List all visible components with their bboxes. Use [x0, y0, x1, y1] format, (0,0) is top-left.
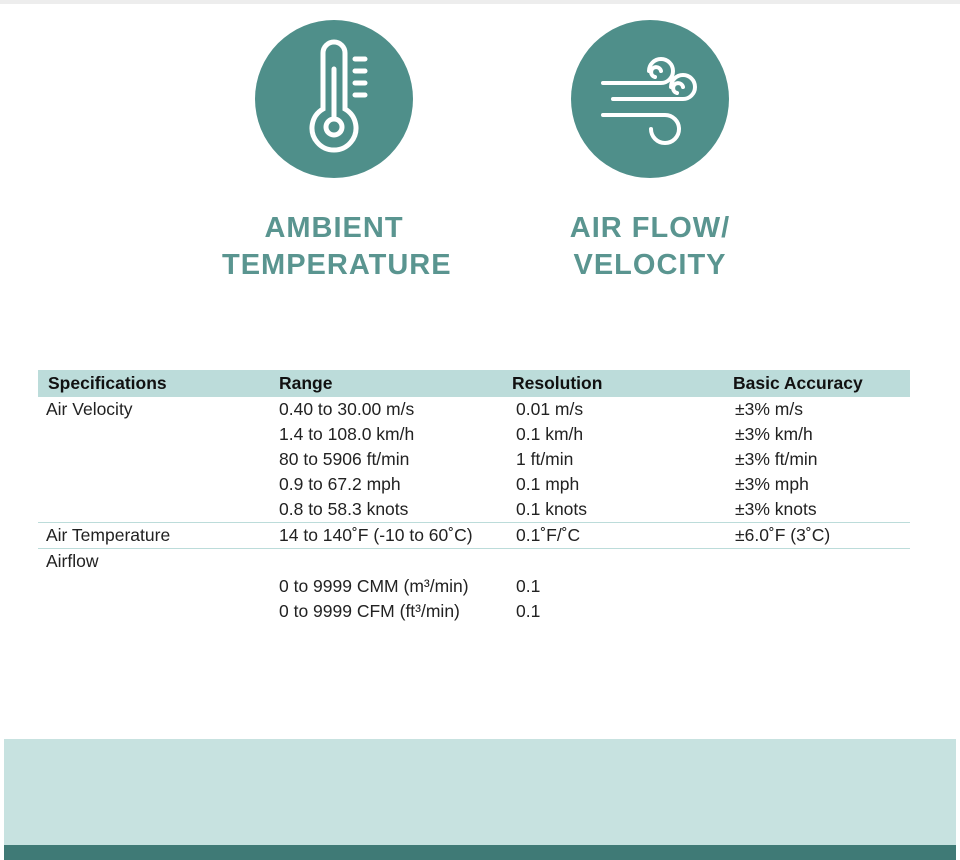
spec-label: Air Temperature: [38, 523, 279, 549]
column-header: Range: [279, 370, 512, 397]
table-row: [38, 549, 910, 575]
table-row: [38, 397, 910, 422]
accuracy-cell: ±3% knots: [733, 497, 910, 523]
feature-caption: AMBIENT TEMPERATURE: [222, 212, 452, 281]
spec-label: Air Velocity: [46, 399, 133, 419]
column-header: Resolution: [512, 370, 733, 397]
resolution-cell: 0.01 m/s: [516, 399, 584, 419]
column-header: Basic Accuracy: [733, 370, 910, 397]
table-row: [38, 599, 910, 624]
spec-label: Airflow: [46, 551, 99, 571]
range-cell: 0.40 to 30.00 m/s: [279, 399, 415, 419]
accuracy-cell: ±6.0˚F (3˚C): [733, 523, 910, 549]
feature-ambient-temperature: [222, 20, 452, 284]
accuracy-cell: ±3% ft/min: [735, 449, 818, 469]
feature-caption: AIR FLOW/ VELOCITY: [569, 212, 731, 281]
resolution-cell: 0.1: [516, 601, 541, 621]
accuracy-cell: ±3% km/h: [735, 424, 813, 444]
feature-air-flow-velocity: [538, 20, 762, 284]
resolution-cell: 0.1: [516, 576, 541, 596]
resolution-cell: 0.1 knots: [512, 497, 733, 523]
thermometer-icon: [255, 20, 413, 178]
table-row: [38, 497, 910, 523]
range-cell: 0.8 to 58.3 knots: [279, 497, 512, 523]
resolution-cell: 0.1˚F/˚C: [512, 523, 733, 549]
range-cell: 1.4 to 108.0 km/h: [279, 424, 415, 444]
table-row: [38, 422, 910, 447]
range-cell: 0 to 9999 CMM (m³/min): [279, 576, 469, 596]
table-row: [38, 523, 910, 549]
range-cell: 0.9 to 67.2 mph: [279, 474, 401, 494]
footer-band: [4, 739, 956, 845]
table-header-row: [38, 370, 910, 397]
top-divider: [0, 0, 960, 4]
accuracy-cell: ±3% m/s: [735, 399, 803, 419]
range-cell: 0 to 9999 CFM (ft³/min): [279, 601, 460, 621]
range-cell: 14 to 140˚F (-10 to 60˚C): [279, 523, 512, 549]
accuracy-cell: ±3% mph: [735, 474, 809, 494]
resolution-cell: 1 ft/min: [516, 449, 574, 469]
resolution-cell: 0.1 mph: [516, 474, 580, 494]
specifications-table: [38, 370, 910, 624]
table-row: [38, 574, 910, 599]
footer-bar: [4, 845, 956, 860]
range-cell: 80 to 5906 ft/min: [279, 449, 410, 469]
table-row: [38, 472, 910, 497]
table-row: [38, 447, 910, 472]
wind-icon: [571, 20, 729, 178]
column-header: Specifications: [38, 370, 279, 397]
resolution-cell: 0.1 km/h: [516, 424, 584, 444]
